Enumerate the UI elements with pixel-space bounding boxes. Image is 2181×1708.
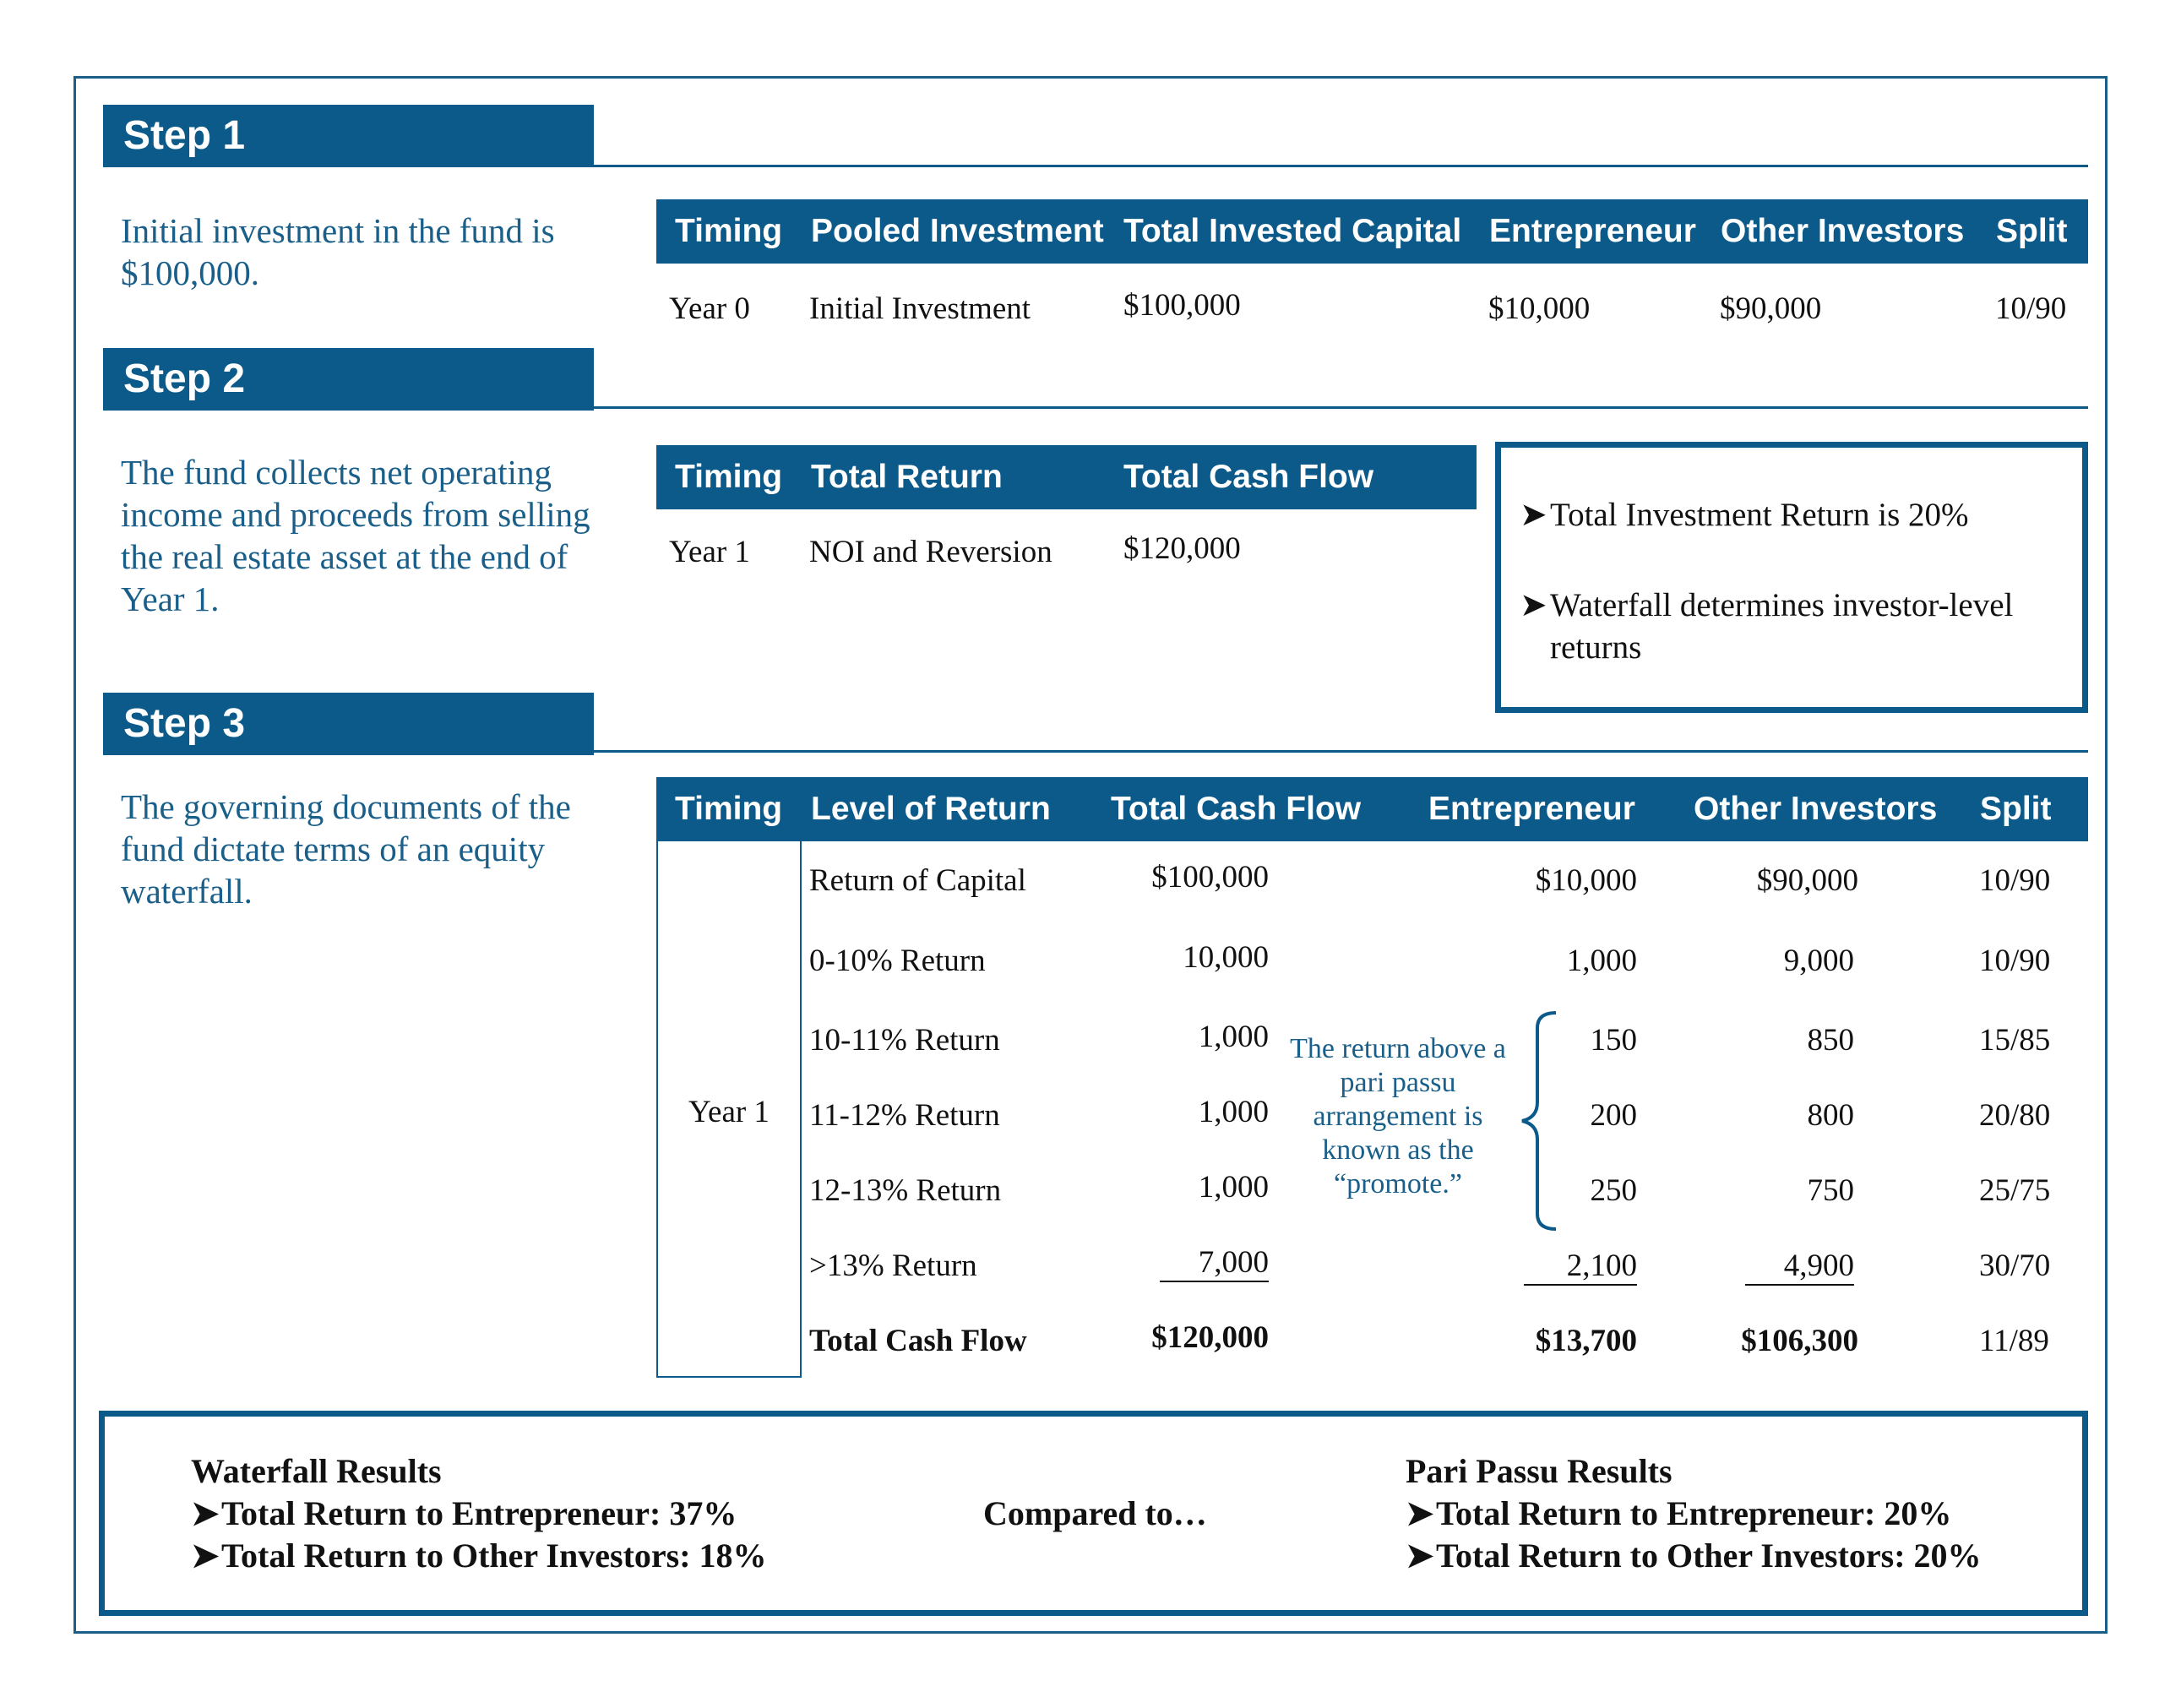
cell-total: 7,000: [1198, 1245, 1269, 1280]
header-level-of-return: Level of Return: [811, 791, 1051, 827]
waterfall-results-title: Waterfall Results: [191, 1452, 442, 1490]
cell-others: 750: [1807, 1173, 1854, 1208]
cell-level: 10-11% Return: [809, 1023, 1000, 1058]
cell-split: 30/70: [1979, 1248, 2051, 1283]
header-entrepreneur: Entrepreneur: [1489, 213, 1696, 249]
header-timing: Timing: [675, 791, 783, 827]
callout-text-2: Waterfall determines investor-level returns: [1550, 587, 2014, 666]
cell-total-invested-capital: $100,000: [1123, 288, 1241, 323]
arrow-bullet-icon: ➤: [1520, 497, 1547, 533]
callout-bullet-1: [1520, 494, 2077, 536]
cell-level: 12-13% Return: [809, 1173, 1002, 1208]
subtotal-rule-entrepreneur: [1524, 1284, 1637, 1286]
step3-title: Step 3: [103, 693, 594, 755]
cell-split: 20/80: [1979, 1098, 2051, 1133]
cell-timing: Year 0: [669, 291, 750, 326]
cell-split: 11/89: [1979, 1324, 2049, 1358]
header-other-investors: Other Investors: [1694, 791, 1938, 827]
cell-split: 25/75: [1979, 1173, 2051, 1208]
step3-description: The governing documents of the fund dictate terms of an equity waterfall.: [121, 787, 571, 911]
cell-total: 1,000: [1198, 1020, 1269, 1054]
cell-others: 850: [1807, 1023, 1854, 1058]
results-box: [99, 1411, 2088, 1616]
cell-split: 15/85: [1979, 1023, 2051, 1058]
paripassu-result-text-2: Total Return to Other Investors: 20%: [1436, 1537, 1982, 1575]
step3-table-header: [656, 777, 2088, 841]
cell-entrepreneur: $10,000: [1488, 291, 1591, 326]
cell-others: 800: [1807, 1098, 1854, 1133]
cell-level: Total Cash Flow: [809, 1324, 1027, 1358]
cell-entrepreneur: $13,700: [1535, 1324, 1637, 1358]
subtotal-rule-others: [1745, 1284, 1854, 1286]
callout-text-1: Total Investment Return is 20%: [1550, 497, 1969, 533]
cell-total: $100,000: [1151, 860, 1269, 895]
cell-level: Return of Capital: [809, 863, 1026, 898]
arrow-bullet-icon: ➤: [191, 1537, 220, 1575]
paripassu-results-title: Pari Passu Results: [1406, 1452, 1672, 1490]
header-total-return: Total Return: [811, 459, 1003, 495]
cell-others: 9,000: [1783, 944, 1854, 978]
header-total-cash-flow: Total Cash Flow: [1111, 791, 1362, 827]
waterfall-result-2: [191, 1535, 767, 1577]
arrow-bullet-icon: ➤: [1406, 1494, 1434, 1532]
brace-icon: [1512, 1009, 1563, 1233]
waterfall-result-1: [191, 1493, 737, 1535]
cell-total-return: NOI and Reversion: [809, 535, 1052, 569]
arrow-bullet-icon: ➤: [1520, 587, 1547, 623]
cell-total: 10,000: [1183, 940, 1269, 975]
cell-other-investors: $90,000: [1720, 291, 1822, 326]
cell-entrepreneur: $10,000: [1535, 863, 1637, 898]
step2-rule: [594, 406, 2088, 409]
cell-split: 10/90: [1979, 863, 2051, 898]
cell-split: 10/90: [1979, 944, 2051, 978]
step2-callout-box: [1495, 442, 2088, 713]
cell-split: 10/90: [1995, 291, 2067, 326]
compared-to: Compared to…: [983, 1494, 1207, 1532]
header-total-invested-capital: Total Invested Capital: [1123, 213, 1462, 249]
header-timing: Timing: [675, 213, 783, 249]
cell-others: $106,300: [1741, 1324, 1858, 1358]
header-timing: Timing: [675, 459, 783, 495]
step2-description: The fund collects net operating income and proceeds from selling the real estate asset at the end of Year 1.: [121, 453, 590, 618]
header-pooled-investment: Pooled Investment: [811, 213, 1104, 249]
cell-level: 0-10% Return: [809, 944, 986, 978]
header-entrepreneur: Entrepreneur: [1428, 791, 1635, 827]
paripassu-result-1: [1406, 1493, 1951, 1535]
cell-timing: Year 1: [669, 535, 750, 569]
cell-total: 1,000: [1198, 1170, 1269, 1205]
promote-note: The return above a pari passu arrangement is known as the “promote.”: [1290, 1033, 1506, 1199]
cell-total: 1,000: [1198, 1095, 1269, 1129]
header-other-investors: Other Investors: [1721, 213, 1965, 249]
paripassu-result-text-1: Total Return to Entrepreneur: 20%: [1436, 1494, 1952, 1532]
callout-bullet-2: [1520, 585, 2077, 669]
arrow-bullet-icon: ➤: [191, 1494, 220, 1532]
cell-level: 11-12% Return: [809, 1098, 1000, 1133]
cell-entrepreneur: 2,100: [1566, 1248, 1637, 1283]
cell-entrepreneur: 1,000: [1566, 944, 1637, 978]
cell-entrepreneur: 250: [1590, 1173, 1637, 1208]
header-split: Split: [1980, 791, 2052, 827]
step1-rule: [594, 165, 2088, 167]
cell-total-cash-flow: $120,000: [1123, 531, 1241, 566]
step1-description: Initial investment in the fund is $100,000.: [121, 211, 555, 292]
cell-entrepreneur: 150: [1590, 1023, 1637, 1058]
header-split: Split: [1996, 213, 2068, 249]
cell-entrepreneur: 200: [1590, 1098, 1637, 1133]
step3-rule: [594, 750, 2088, 753]
step2-title: Step 2: [103, 348, 594, 411]
header-total-cash-flow: Total Cash Flow: [1123, 459, 1374, 495]
cell-pooled-investment: Initial Investment: [809, 291, 1031, 326]
cell-level: >13% Return: [809, 1248, 977, 1283]
step3-timing-year: Year 1: [688, 1095, 770, 1129]
paripassu-result-2: [1406, 1535, 1982, 1577]
waterfall-result-text-1: Total Return to Entrepreneur: 37%: [221, 1494, 737, 1532]
step1-table-header: [656, 199, 2088, 264]
cell-others: $90,000: [1756, 863, 1858, 898]
cell-total: $120,000: [1151, 1320, 1269, 1355]
arrow-bullet-icon: ➤: [1406, 1537, 1434, 1575]
waterfall-result-text-2: Total Return to Other Investors: 18%: [221, 1537, 767, 1575]
cell-others: 4,900: [1783, 1248, 1854, 1283]
step2-table-header: [656, 445, 1477, 509]
step1-title: Step 1: [103, 105, 594, 167]
subtotal-rule-total: [1160, 1281, 1269, 1282]
